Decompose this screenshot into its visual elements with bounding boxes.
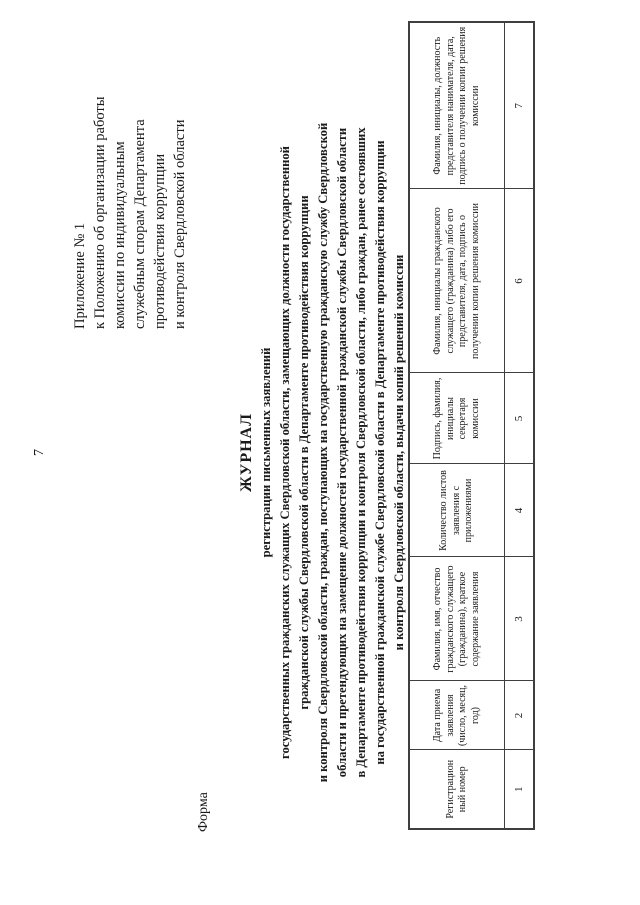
column-header-employer-receipt: Фамилия, инициалы, должность представителя нанимателя, дата, подпись о получении копии решения комиссии bbox=[409, 22, 505, 189]
column-header-applicant-name: Фамилия, имя, отчество гражданского служащего (гражданина), краткое содержание заявления bbox=[409, 557, 505, 681]
column-number: 3 bbox=[505, 557, 535, 681]
appendix-line: служебным спорам Департамента bbox=[132, 119, 148, 329]
appendix-block bbox=[70, 29, 190, 329]
column-number: 6 bbox=[505, 189, 535, 373]
column-header-sheet-count: Количество листов заявления с приложениями bbox=[409, 464, 505, 557]
journal-title-line: регистрации письменных заявлений bbox=[259, 347, 273, 558]
column-header-registration-number: Регистрацион ный номер bbox=[409, 750, 505, 829]
registration-journal-table bbox=[408, 21, 535, 830]
journal-title-heading: ЖУРНАЛ bbox=[238, 412, 255, 493]
journal-title-line: в Департаменте противодействия коррупции и контроля Свердловской области, либо граждан, ранее состоявших bbox=[354, 127, 368, 778]
journal-title-line: гражданской службы Свердловской области в Департаменте противодействия коррупции bbox=[297, 195, 311, 710]
journal-title bbox=[236, 30, 409, 875]
journal-title-line: и контроля Свердловской области, граждан, поступающих на государственную гражданскую службу Свердловской bbox=[316, 122, 330, 783]
column-header-date: Дата приема заявления (число, месяц, год) bbox=[409, 681, 505, 750]
appendix-line: противодействия коррупции bbox=[152, 153, 168, 329]
column-header-secretary-signature: Подпись, фамилия, инициалы секретаря комиссии bbox=[409, 373, 505, 464]
journal-title-line: области и претендующих на замещение должностей государственной гражданской службы Свердловской области bbox=[335, 127, 349, 778]
column-number: 7 bbox=[505, 22, 535, 189]
appendix-line: Приложение № 1 bbox=[72, 222, 88, 329]
appendix-line: к Положению об организации работы bbox=[92, 96, 108, 329]
column-number: 1 bbox=[505, 750, 535, 829]
table-number-row bbox=[505, 22, 535, 829]
journal-title-line: и контроля Свердловской области, выдачи копий решений комиссии bbox=[392, 254, 406, 651]
column-number: 5 bbox=[505, 373, 535, 464]
column-number: 4 bbox=[505, 464, 535, 557]
column-number: 2 bbox=[505, 681, 535, 750]
column-header-applicant-receipt: Фамилия, инициалы гражданского служащего (гражданина) либо его представителя, дата, подпись о получении копии решения комиссии bbox=[409, 189, 505, 373]
table-header-row bbox=[409, 22, 505, 829]
journal-title-line: на государственной гражданской службе Свердловской области в Департаменте противодействия коррупции bbox=[373, 140, 387, 765]
page-number: 7 bbox=[32, 449, 47, 456]
appendix-line: и контроля Свердловской области bbox=[172, 119, 188, 329]
form-label: Форма bbox=[196, 792, 211, 832]
appendix-line: комиссии по индивидуальным bbox=[112, 141, 128, 329]
journal-title-line: государственных гражданских служащих Свердловской области, замещающих должности государственной bbox=[278, 146, 292, 759]
